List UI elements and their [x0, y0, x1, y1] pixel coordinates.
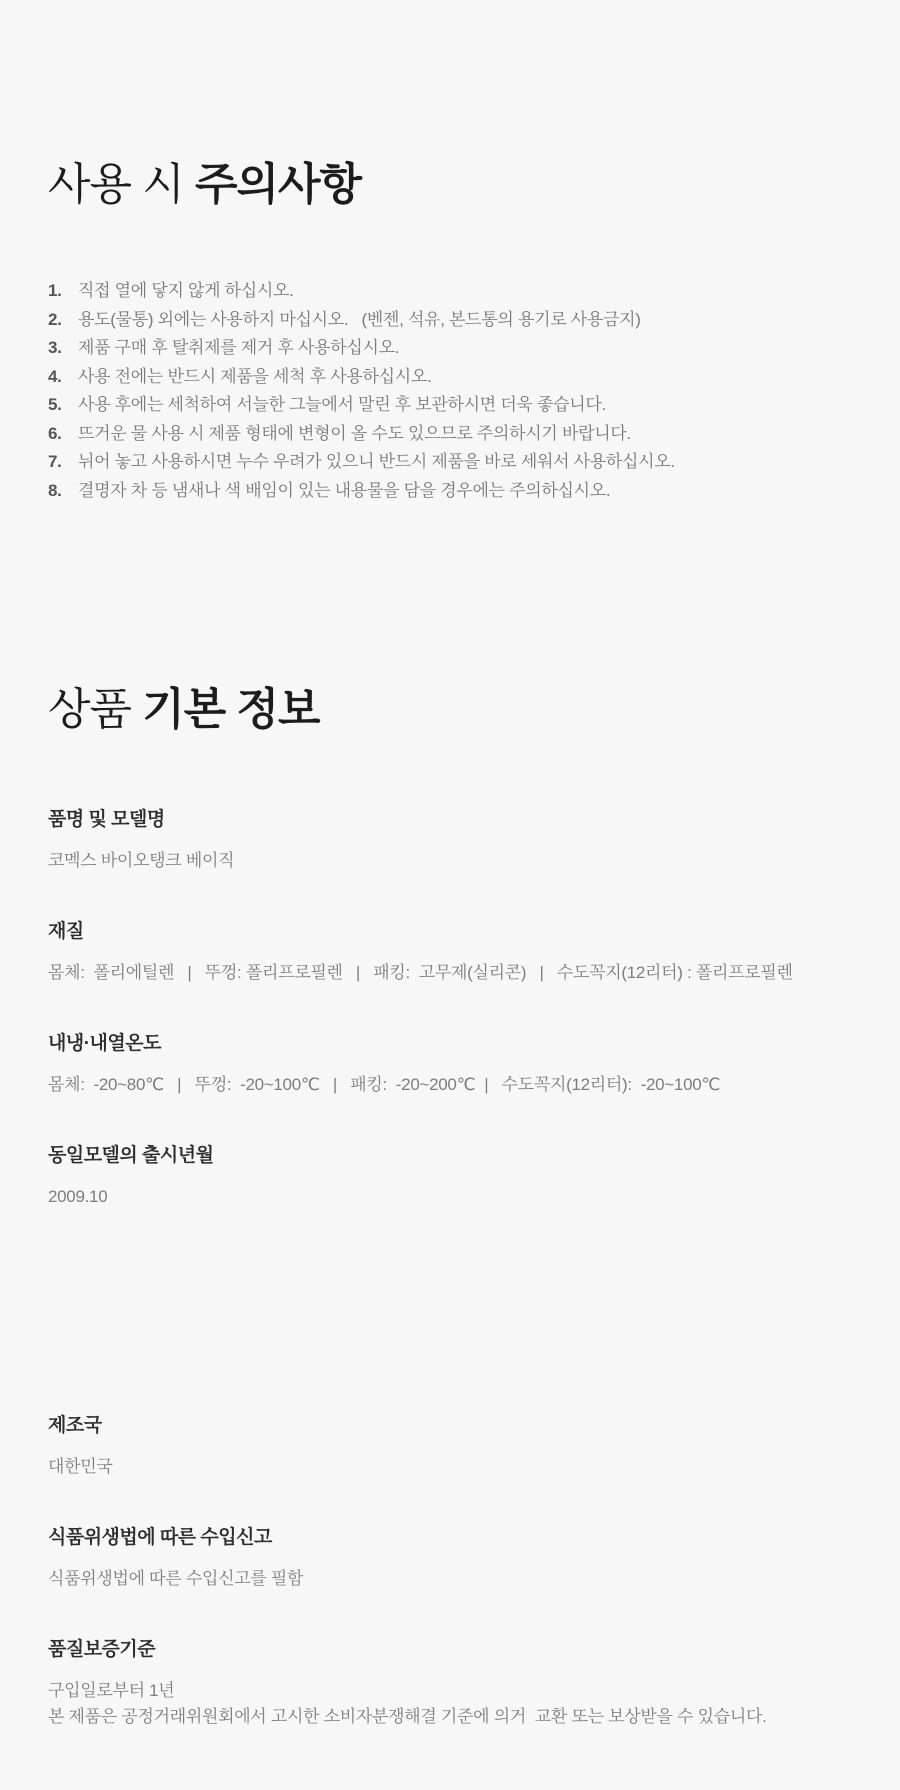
- precaution-item: [48, 477, 852, 506]
- field-value: 몸체: 폴리에틸렌 | 뚜껑: 폴리프로필렌 | 패킹: 고무제(실리콘) | 수도꼭지(12리터) : 폴리프로필렌: [48, 963, 793, 982]
- field-label: 내냉·내열온도: [48, 1033, 161, 1054]
- precaution-text: 뜨거운 물 사용 시 제품 형태에 변형이 올 수도 있으므로 주의하시기 바랍니다.: [78, 423, 631, 443]
- field-release-date: [48, 1144, 852, 1210]
- field-temperature-tolerance: [48, 1032, 852, 1098]
- precaution-number: 6.: [48, 423, 62, 443]
- product-info-title-regular: 상품: [48, 685, 143, 734]
- precaution-number: 4.: [48, 366, 62, 386]
- precaution-text: 제품 구매 후 탈취제를 제거 후 사용하십시오.: [78, 338, 400, 357]
- field-label: 재질: [48, 921, 84, 942]
- page-content: [0, 158, 900, 1730]
- product-info-title-bold: 기본 정보: [142, 685, 320, 734]
- precaution-item: [48, 448, 852, 477]
- precaution-text: 사용 후에는 세척하여 서늘한 그늘에서 말린 후 보관하시면 더욱 좋습니다.: [78, 395, 606, 414]
- field-value: 코멕스 바이오탱크 베이직: [48, 851, 235, 870]
- precaution-number: 2.: [48, 309, 62, 329]
- precaution-text: 직접 열에 닿지 않게 하십시오.: [78, 281, 294, 300]
- field-value: 구입일로부터 1년: [48, 1681, 175, 1700]
- precaution-item: [48, 306, 852, 335]
- field-label: 품질보증기준: [48, 1639, 156, 1660]
- field-value: 본 제품은 공정거래위원회에서 고시한 소비자분쟁해결 기준에 의거 교환 또는 보상받을 수 있습니다.: [48, 1707, 767, 1726]
- precaution-number: 8.: [48, 480, 62, 500]
- field-material: [48, 920, 852, 986]
- precaution-text: 용도(물통) 외에는 사용하지 마십시오. (벤젠, 석유, 본드통의 용기로 사용금지): [78, 309, 641, 329]
- precaution-item: [48, 391, 852, 420]
- precaution-text: 사용 전에는 반드시 제품을 세척 후 사용하십시오.: [78, 366, 432, 386]
- field-value: 2009.10: [48, 1187, 108, 1206]
- precaution-number: 3.: [48, 338, 62, 357]
- field-import-declaration: [48, 1526, 852, 1592]
- field-warranty: [48, 1638, 852, 1730]
- field-label: 식품위생법에 따른 수입신고: [48, 1527, 272, 1548]
- precaution-number: 1.: [48, 281, 62, 300]
- precautions-title: [48, 158, 852, 211]
- precaution-item: [48, 277, 852, 306]
- precaution-text: 뉘어 놓고 사용하시면 누수 우려가 있으니 반드시 제품을 바로 세워서 사용하십시오.: [78, 452, 675, 471]
- product-info-fields: [48, 808, 852, 1730]
- precaution-item: [48, 334, 852, 363]
- precautions-title-bold: 주의사항: [194, 160, 361, 209]
- precautions-title-regular: 사용 시: [48, 160, 195, 209]
- field-country-of-origin: [48, 1414, 852, 1480]
- field-label: 동일모델의 출시년월: [48, 1145, 214, 1166]
- precaution-number: 5.: [48, 395, 62, 414]
- precaution-number: 7.: [48, 452, 62, 471]
- precautions-list: [48, 277, 852, 505]
- field-value: 대한민국: [48, 1457, 113, 1476]
- product-info-title: [48, 683, 852, 736]
- precaution-text: 결명자 차 등 냄새나 색 배임이 있는 내용물을 담을 경우에는 주의하십시오.: [78, 480, 611, 500]
- field-label: 제조국: [48, 1415, 102, 1436]
- precaution-item: [48, 420, 852, 449]
- precaution-item: [48, 363, 852, 392]
- field-label: 품명 및 모델명: [48, 809, 165, 830]
- field-product-model-name: [48, 808, 852, 874]
- field-value: 몸체: -20~80℃ | 뚜껑: -20~100℃ | 패킹: -20~200℃ | 수도꼭지(12리터): -20~100℃: [48, 1075, 721, 1094]
- field-value: 식품위생법에 따른 수입신고를 필함: [48, 1569, 304, 1588]
